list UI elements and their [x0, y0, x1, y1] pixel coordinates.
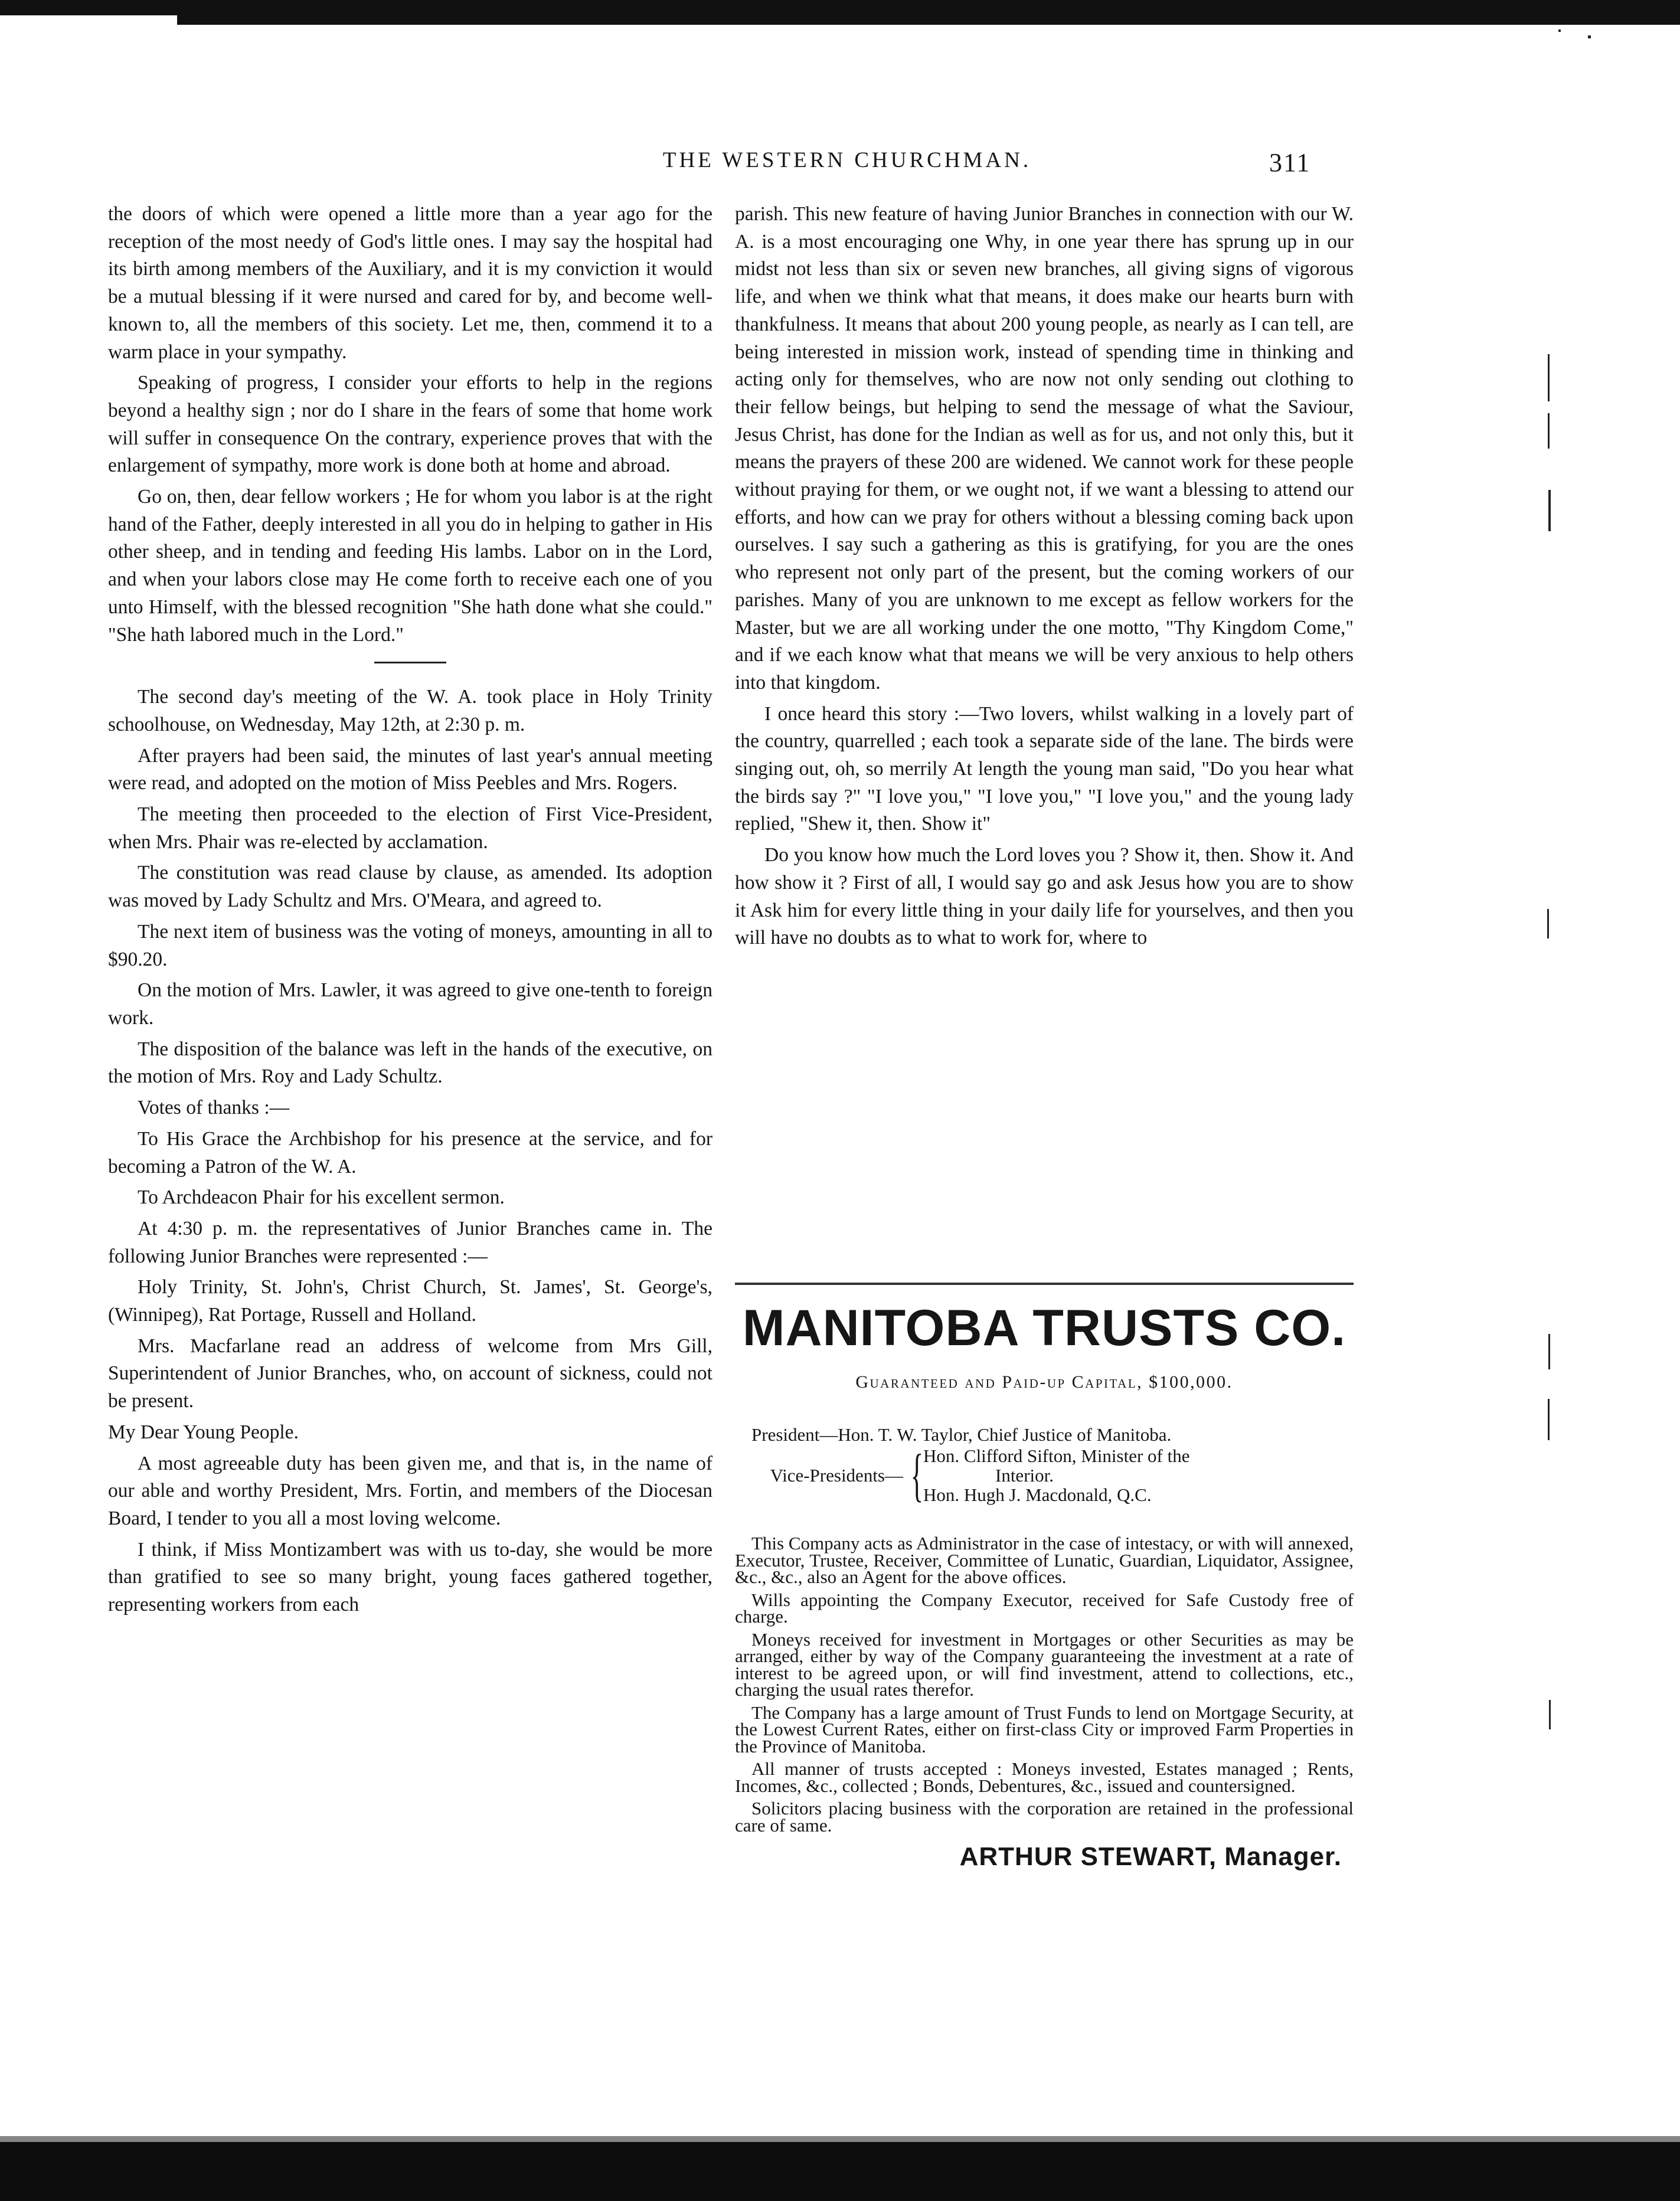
paragraph: I think, if Miss Montizambert was with us to-day, she would be more than gratified to see so many bright, young faces gathered together, representing workers from each [108, 1538, 712, 1616]
paragraph: parish. This new feature of having Junior Branches in connection with our W. A. is a most encouraging one Why, in one year there has sprung up in our midst not less than six or seven new branches, all giving signs of vigorous life, and when we think what that means, it does make our hearts burn with thankfulness. It means that about 200 young people, as nearly as I can tell, are being interested in mission work, instead of spending time in thinking and acting only for themselves, who are now not only sending out clothing to their fellow beings, but helping to send the message of what the Saviour, Jesus Christ, has done for the Indian as well as for us, and not only this, but it means the prayers of these 200 are widened. We cannot work for these people without praying for them, or we ought not, if we want a blessing to attend our efforts, and how can we pray for others without a blessing coming back upon ourselves. I say such a gathering as this is gratifying, for you are the ones who represent not only part of the present, but the coming workers of our parishes. Many of you are unknown to me except as fellow workers for the Master, but we are all working under the one motto, "Thy Kingdom Come," and if we each know what that means we will be very anxious to help others into that kingdom. [735, 203, 1354, 694]
paragraph: Do you know how much the Lord loves you ? Show it, then. Show it. And how show it ? First of all, I would say go and ask Jesus how you are to show it Ask him for every little thing in your daily life for yourselves, and then you will have no doubts as to what to work for, where to [735, 844, 1354, 949]
paragraph: The meeting then proceeded to the election of First Vice-President, when Mrs. Phair was re-elected by acclamation. [108, 803, 712, 853]
vice-president-line: Hon. Hugh J. Macdonald, Q.C. [923, 1484, 1152, 1505]
ad-paragraph: All manner of trusts accepted : Moneys invested, Estates managed ; Rents, Incomes, &c., collected ; Bonds, Debentures, &c., issued and countersigned. [735, 1758, 1354, 1796]
scan-speck [1558, 30, 1561, 32]
advertisement-title: MANITOBA TRUSTS CO. [742, 1300, 1346, 1356]
paragraph: The disposition of the balance was left in the hands of the executive, on the motion of Mrs. Roy and Lady Schultz. [108, 1038, 712, 1088]
ad-paragraph: Solicitors placing business with the corporation are retained in the professional care of same. [735, 1798, 1354, 1836]
paragraph: The next item of business was the voting of moneys, amounting in all to $90.20. [108, 920, 712, 970]
scan-speck [1547, 909, 1549, 938]
vice-presidents-names [923, 1446, 1354, 1505]
vice-presidents-block [735, 1442, 1354, 1507]
vice-presidents-label: Vice-Presidents— [770, 1464, 903, 1486]
ad-paragraph: Moneys received for investment in Mortgages or other Securities as may be arranged, either by way of the Company guaranteeing the investment at a rate of interest to be agreed upon, or will find investment, attend to collections, etc., charging the usual rates therefor. [735, 1628, 1354, 1700]
scan-speck [1588, 35, 1591, 38]
section-divider [374, 662, 446, 663]
advertisement-body [735, 1535, 1354, 1834]
left-column [108, 201, 712, 1623]
ad-paragraph: The Company has a large amount of Trust Funds to lend on Mortgage Security, at the Lowest Current Rates, either on first-class City or improved Farm Properties in the Province of Manitoba. [735, 1702, 1354, 1757]
vice-president-line: Interior. [995, 1464, 1054, 1486]
scan-edge-top-right [177, 12, 1680, 25]
paragraph: To Archdeacon Phair for his excellent sermon. [138, 1186, 505, 1209]
page-header [0, 148, 1680, 183]
manager-signature: ARTHUR STEWART, Manager. [959, 1842, 1342, 1871]
paragraph: On the motion of Mrs. Lawler, it was agreed to give one-tenth to foreign work. [108, 979, 712, 1029]
paragraph: Votes of thanks :— [138, 1097, 290, 1119]
advertisement [735, 1296, 1354, 1872]
page-number: 311 [1269, 148, 1311, 177]
paragraph: The constitution was read clause by clause, as amended. Its adoption was moved by Lady Schultz and Mrs. O'Meara, and agreed to. [108, 862, 712, 912]
paragraph: I once heard this story :—Two lovers, whilst walking in a lovely part of the country, quarrelled ; each took a separate side of the lane. The birds were singing out, oh, so merrily At length the young man said, "Do you hear what the birds say ?" "I love you," "I love you," "I love you," and the young lady replied, "Shew it, then. Show it" [735, 702, 1354, 835]
scan-edge-bottom-shadow [0, 2136, 1680, 2142]
officers-list [735, 1425, 1354, 1505]
scan-edge-top [0, 0, 1680, 12]
running-title: THE WESTERN CHURCHMAN. [662, 148, 1032, 172]
scan-speck [1548, 490, 1551, 531]
scan-speck [1548, 354, 1550, 401]
right-column [735, 201, 1354, 956]
paragraph: A most agreeable duty has been given me, and that is, in the name of our able and worthy President, Mrs. Fortin, and members of the Diocesan Board, I tender to you all a most loving welcome. [108, 1452, 712, 1529]
scan-edge-top-left [0, 12, 177, 15]
paragraph: After prayers had been said, the minutes of last year's annual meeting were read, and adopted on the motion of Miss Peebles and Mrs. Rogers. [108, 744, 712, 794]
paragraph: the doors of which were opened a little more than a year ago for the reception of the most needy of God's little ones. I may say the hospital had its birth among members of the Auxiliary, and it is my conviction it would be a mutual blessing if it were nursed and cared for by, and become well-known to, all the members of this society. Let me, then, commend it to a warm place in your sympathy. [108, 203, 712, 363]
scan-edge-bottom [0, 2142, 1680, 2201]
advertisement-rule [735, 1283, 1354, 1285]
ad-paragraph: Wills appointing the Company Executor, received for Safe Custody free of charge. [735, 1589, 1354, 1627]
scan-speck [1548, 1399, 1550, 1440]
brace-icon: { [910, 1442, 924, 1507]
scan-speck [1548, 1334, 1550, 1369]
scan-speck [1548, 413, 1550, 449]
paragraph: To His Grace the Archbishop for his presence at the service, and for becoming a Patron of the W. A. [108, 1127, 712, 1178]
scan-speck [1549, 1700, 1551, 1729]
paragraph: Go on, then, dear fellow workers ; He for whom you labor is at the right hand of the Father, deeply interested in all you do in helping to gather in His other sheep, and in tending and feeding His lambs. Labor on in the Lord, and when your labors close may He come forth to receive each one of you unto Himself, with the blessed recognition "She hath done what she could." "She hath labored much in the Lord." [108, 486, 712, 646]
paragraph: At 4:30 p. m. the representatives of Junior Branches came in. The following Junior Branches were represented :— [108, 1217, 712, 1267]
ad-paragraph: This Company acts as Administrator in the case of intestacy, or with will annexed, Executor, Trustee, Receiver, Committee of Lunatic, Guardian, Liquidator, Assignee, &c., &c., also an Agent for the above offices. [735, 1533, 1354, 1587]
paragraph: Mrs. Macfarlane read an address of welcome from Mrs Gill, Superintendent of Junior Branches, who, on account of sickness, could not be present. [108, 1335, 712, 1412]
vice-president-line: Hon. Clifford Sifton, Minister of the [923, 1445, 1190, 1466]
paragraph: Holy Trinity, St. John's, Christ Church, St. James', St. George's, (Winnipeg), Rat Portage, Russell and Holland. [108, 1276, 712, 1326]
paragraph: The second day's meeting of the W. A. took place in Holy Trinity schoolhouse, on Wednesday, May 12th, at 2:30 p. m. [108, 686, 712, 735]
salutation: My Dear Young People. [108, 1421, 299, 1443]
president-line: President—Hon. T. W. Taylor, Chief Justice of Manitoba. [751, 1424, 1172, 1445]
advertisement-subtitle: Guaranteed and Paid-up Capital, $100,000. [855, 1372, 1233, 1392]
paragraph: Speaking of progress, I consider your efforts to help in the regions beyond a healthy sign ; nor do I share in the fears of some that home work will suffer in consequence On the contrary, experience proves that with the enlargement of sympathy, more work is done both at home and abroad. [108, 372, 712, 477]
